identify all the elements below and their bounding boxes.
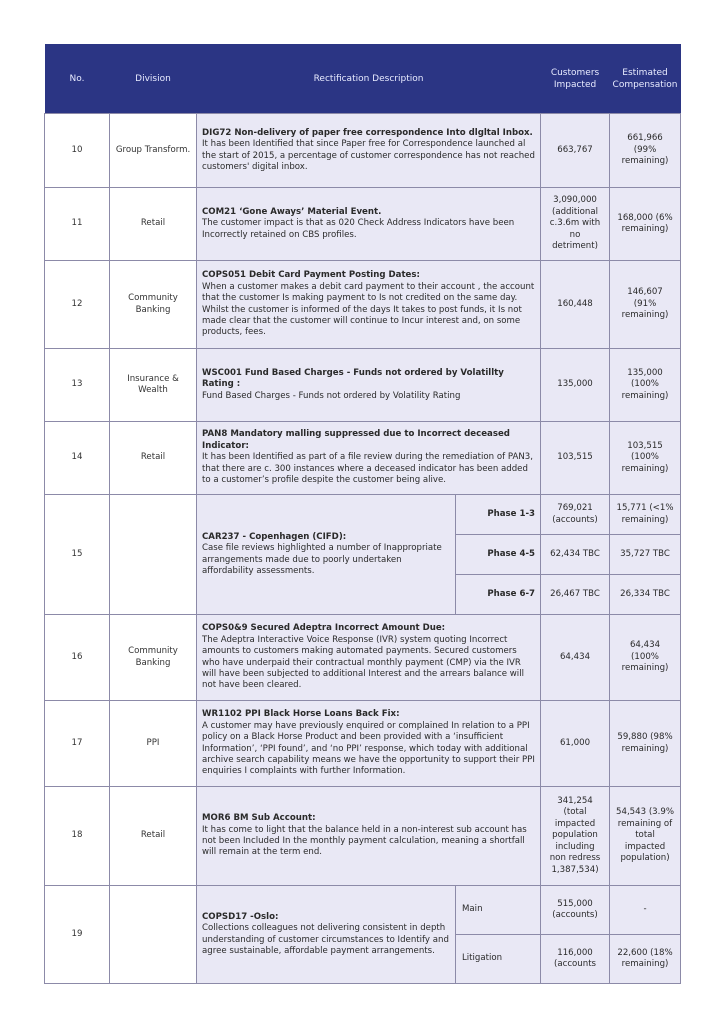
row-no: 16 — [45, 615, 110, 701]
row-body: When a customer makes a debit card payment to their account , the account that the customer Is making payment to Is not credited on the same day. Whilst the customer is informed of the days It takes to post funds, it Is not made clear that the customer will continue to Incur interest and, on some products, fees. — [202, 281, 535, 338]
table-row — [45, 422, 681, 495]
phase-compensation: 35,727 TBC — [610, 535, 681, 575]
row-title: WR1102 PPI Black Horse Loans Back Fix: — [202, 709, 400, 720]
row-division: Retail — [110, 422, 197, 495]
row-compensation: 135,000 (100% remaining) — [610, 349, 681, 422]
row-title: COPS0&9 Secured Adeptra Incorrect Amount Due: — [202, 623, 446, 634]
row-title: CAR237 - Copenhagen (CIFD): — [202, 531, 347, 542]
row-description — [197, 886, 456, 984]
row-description — [197, 495, 456, 615]
table-row — [45, 886, 681, 935]
phase-compensation: 15,771 (<1% remaining) — [610, 495, 681, 535]
row-compensation: 64,434 (100% remaining) — [610, 615, 681, 701]
header-customers: Customers Impacted — [541, 44, 610, 114]
row-customers: 61,000 — [541, 701, 610, 787]
row-description — [197, 349, 541, 422]
row-description — [197, 261, 541, 349]
phase-customers: 62,434 TBC — [541, 535, 610, 575]
table-row — [45, 188, 681, 261]
row-description — [197, 188, 541, 261]
row-division — [110, 886, 197, 984]
row-title: COM21 ‘Gone Aways’ Material Event. — [202, 206, 382, 217]
row-body: It has been Identified that since Paper free for Correspondence launched al the start of 2015, a percentage of customer correspondence has not reached customers' digital inbox. — [202, 139, 535, 172]
row-body: It has been Identified as part of a file review during the remediation of PAN3, that there are c. 300 instances where a deceased indicator has been added to a customer’s profile despite the customer being alive. — [202, 452, 533, 486]
phase-compensation: - — [610, 886, 681, 935]
row-no: 15 — [45, 495, 110, 615]
row-compensation: 59,880 (98% remaining) — [610, 701, 681, 787]
row-body: The customer impact is that as 020 Check Address Indicators have been Incorrectly retained on CBS profiles. — [202, 218, 515, 240]
table-row — [45, 114, 681, 188]
header-division: Division — [110, 44, 197, 114]
phase-customers: 515,000 (accounts) — [541, 886, 610, 935]
row-division: Retail — [110, 787, 197, 886]
row-no: 14 — [45, 422, 110, 495]
phase-customers: 769,021 (accounts) — [541, 495, 610, 535]
row-body: It has come to light that the balance held in a non-interest sub account has not been Included In the monthly payment calculation, meaning a shortfall will remain at the term end. — [202, 824, 527, 858]
row-division: Insurance & Wealth — [110, 349, 197, 422]
table-row — [45, 349, 681, 422]
row-body: The Adeptra Interactive Voice Response (IVR) system quoting Incorrect amounts to customers making automated payments. Secured customers who have underpaid their contractual monthly payment (CMP) via the IVR will have been subjected to additional Interest and the arrears balance will not have been cleared. — [202, 634, 524, 691]
table-row — [45, 701, 681, 787]
table-row — [45, 615, 681, 701]
phase-customers: 26,467 TBC — [541, 575, 610, 615]
phase-label: Phase 6-7 — [456, 575, 541, 615]
row-customers: 3,090,000 (additional c.3.6m with no detriment) — [541, 188, 610, 261]
row-body: A customer may have previously enquired or complained In relation to a PPI policy on a Black Horse Product and been provided with a ‘insufficient Information’, ‘PPI found’, and ‘no PPI’ response, which today with additional archive search capability means we have the opportunity to support their PPI enquiries I complaints with further Information. — [202, 720, 535, 777]
row-title: MOR6 BM Sub Account: — [202, 813, 316, 824]
row-customers: 160,448 — [541, 261, 610, 349]
row-title: WSC001 Fund Based Charges - Funds not ordered by Volatillty Rating : — [202, 367, 504, 390]
phase-label: Phase 4-5 — [456, 535, 541, 575]
rectification-table — [44, 44, 681, 984]
row-division: Group Transform. — [110, 114, 197, 188]
phase-label: Main — [456, 886, 541, 935]
row-title: COPSD17 -Oslo: — [202, 911, 279, 922]
row-no: 11 — [45, 188, 110, 261]
row-division — [110, 495, 197, 615]
row-title: COPS051 Debit Card Payment Posting Dates: — [202, 270, 420, 281]
table-row — [45, 495, 681, 535]
row-description — [197, 422, 541, 495]
row-division: Community Banking — [110, 615, 197, 701]
row-division: Community Banking — [110, 261, 197, 349]
row-compensation: 146,607 (91% remaining) — [610, 261, 681, 349]
row-division: PPI — [110, 701, 197, 787]
row-title: PAN8 Mandatory malling suppressed due to Incorrect deceased Indicator: — [202, 429, 510, 451]
row-body: Case file reviews highlighted a number of Inappropriate arrangements made due to poorly undertaken affordability assessments. — [202, 543, 442, 576]
row-customers: 341,254 (total impacted population including non redress 1,387,534) — [541, 787, 610, 886]
row-no: 17 — [45, 701, 110, 787]
phase-label: Phase 1-3 — [456, 495, 541, 535]
row-compensation: 54,543 (3.9% remaining of total impacted population) — [610, 787, 681, 886]
row-customers: 135,000 — [541, 349, 610, 422]
phase-compensation: 26,334 TBC — [610, 575, 681, 615]
row-no: 19 — [45, 886, 110, 984]
row-no: 12 — [45, 261, 110, 349]
row-no: 10 — [45, 114, 110, 188]
row-compensation: 661,966 (99% remaining) — [610, 114, 681, 188]
table-row — [45, 261, 681, 349]
row-description — [197, 615, 541, 701]
row-customers: 663,767 — [541, 114, 610, 188]
row-body: Collections colleagues not delivering consistent in depth understanding of customer circumstances to Identify and agree sustainable, affordable payment arrangements. — [202, 923, 449, 956]
header-compensation: Estimated Compensation — [610, 44, 681, 114]
row-description — [197, 701, 541, 787]
row-compensation: 103,515 (100% remaining) — [610, 422, 681, 495]
phase-label: Litigation — [456, 935, 541, 984]
header-description: Rectification Description — [197, 44, 541, 114]
header-no: No. — [45, 44, 110, 114]
table-header-row — [45, 44, 681, 114]
row-body: Fund Based Charges - Funds not ordered by Volatility Rating — [202, 390, 461, 401]
row-customers: 64,434 — [541, 615, 610, 701]
row-description — [197, 114, 541, 188]
row-customers: 103,515 — [541, 422, 610, 495]
table-row — [45, 787, 681, 886]
row-title: DIG72 Non-delivery of paper free correspondence Into dlgltal Inbox. — [202, 127, 533, 138]
phase-customers: 116,000 (accounts — [541, 935, 610, 984]
row-division: Retail — [110, 188, 197, 261]
row-compensation: 168,000 (6% remaining) — [610, 188, 681, 261]
phase-compensation: 22,600 (18% remaining) — [610, 935, 681, 984]
row-description — [197, 787, 541, 886]
row-no: 18 — [45, 787, 110, 886]
row-no: 13 — [45, 349, 110, 422]
